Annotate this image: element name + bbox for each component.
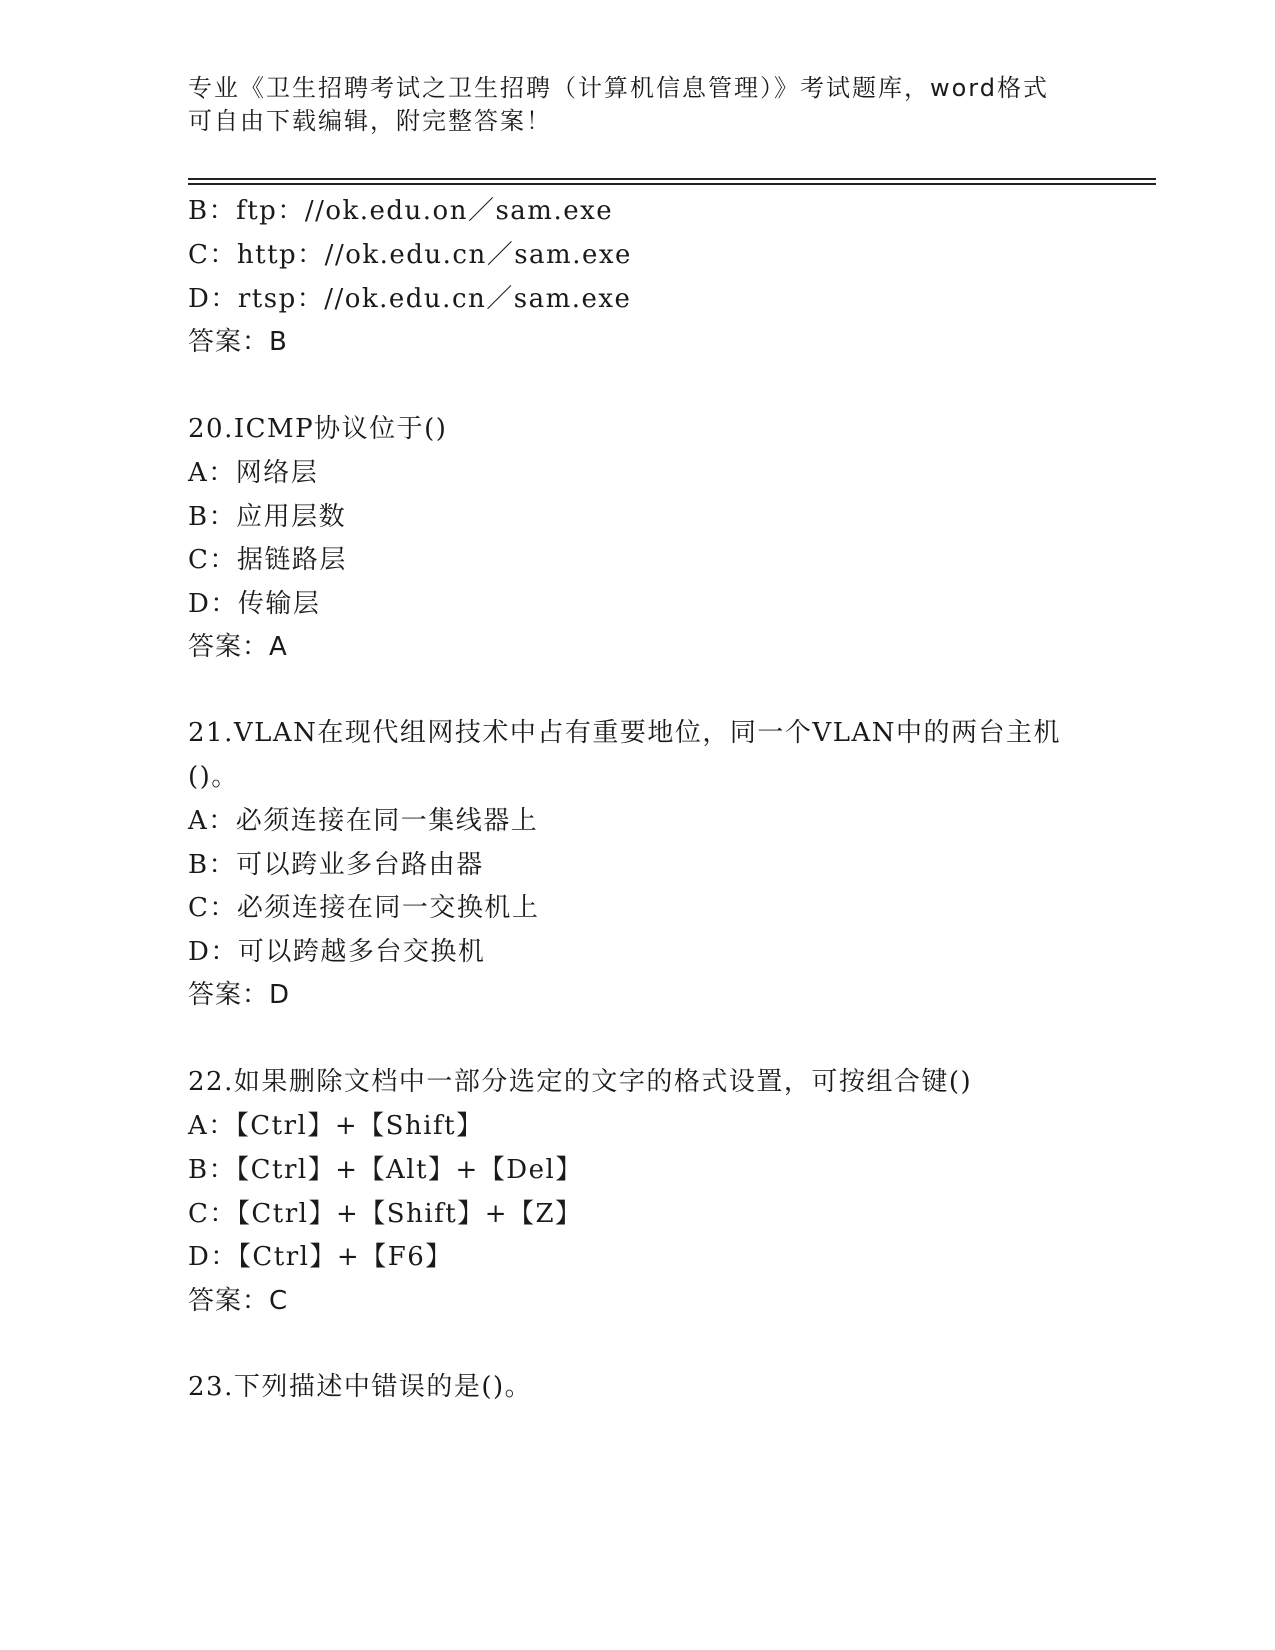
q20-question: 20.ICMP协议位于() <box>188 414 448 444</box>
q21-option-d: D：可以跨越多台交换机 <box>188 937 486 967</box>
q21-question-line2: ()。 <box>188 762 239 792</box>
q21-answer: 答案：D <box>188 980 291 1010</box>
q21-option-b: B：可以跨业多台路由器 <box>188 850 484 880</box>
q22-question: 22.如果删除文档中一部分选定的文字的格式设置，可按组合键() <box>188 1067 973 1097</box>
q20-answer: 答案：A <box>188 632 288 662</box>
q19-option-c: C：http：//ok.edu.cn／sam.exe <box>188 240 632 270</box>
q21-option-a: A：必须连接在同一集线器上 <box>188 806 539 836</box>
q23-question: 23.下列描述中错误的是()。 <box>188 1372 533 1402</box>
q22-option-c: C：【Ctrl】+【Shift】+【Z】 <box>188 1199 583 1229</box>
q19-option-b: B：ftp：//ok.edu.on／sam.exe <box>188 196 614 226</box>
q22-answer: 答案：C <box>188 1286 289 1316</box>
q19-option-d: D：rtsp：//ok.edu.cn／sam.exe <box>188 284 632 314</box>
document-header: 专业《卫生招聘考试之卫生招聘（计算机信息管理）》考试题库，word格式可自由下载编辑，附完整答案！ <box>188 74 1049 135</box>
q21-option-c: C：必须连接在同一交换机上 <box>188 893 540 923</box>
q22-option-d: D：【Ctrl】+【F6】 <box>188 1242 453 1272</box>
q21-question-line1: 21.VLAN在现代组网技术中占有重要地位，同一个VLAN中的两台主机 <box>188 718 1061 748</box>
header-divider-bottom <box>188 183 1156 185</box>
q20-option-d: D：传输层 <box>188 589 321 619</box>
header-divider-top <box>188 178 1156 180</box>
q22-option-a: A：【Ctrl】+【Shift】 <box>188 1111 484 1141</box>
q20-option-a: A：网络层 <box>188 458 319 488</box>
q22-option-b: B：【Ctrl】+【Alt】+【Del】 <box>188 1155 583 1185</box>
q20-option-c: C：据链路层 <box>188 545 347 575</box>
q19-answer: 答案：B <box>188 327 288 357</box>
q20-option-b: B：应用层数 <box>188 502 347 532</box>
